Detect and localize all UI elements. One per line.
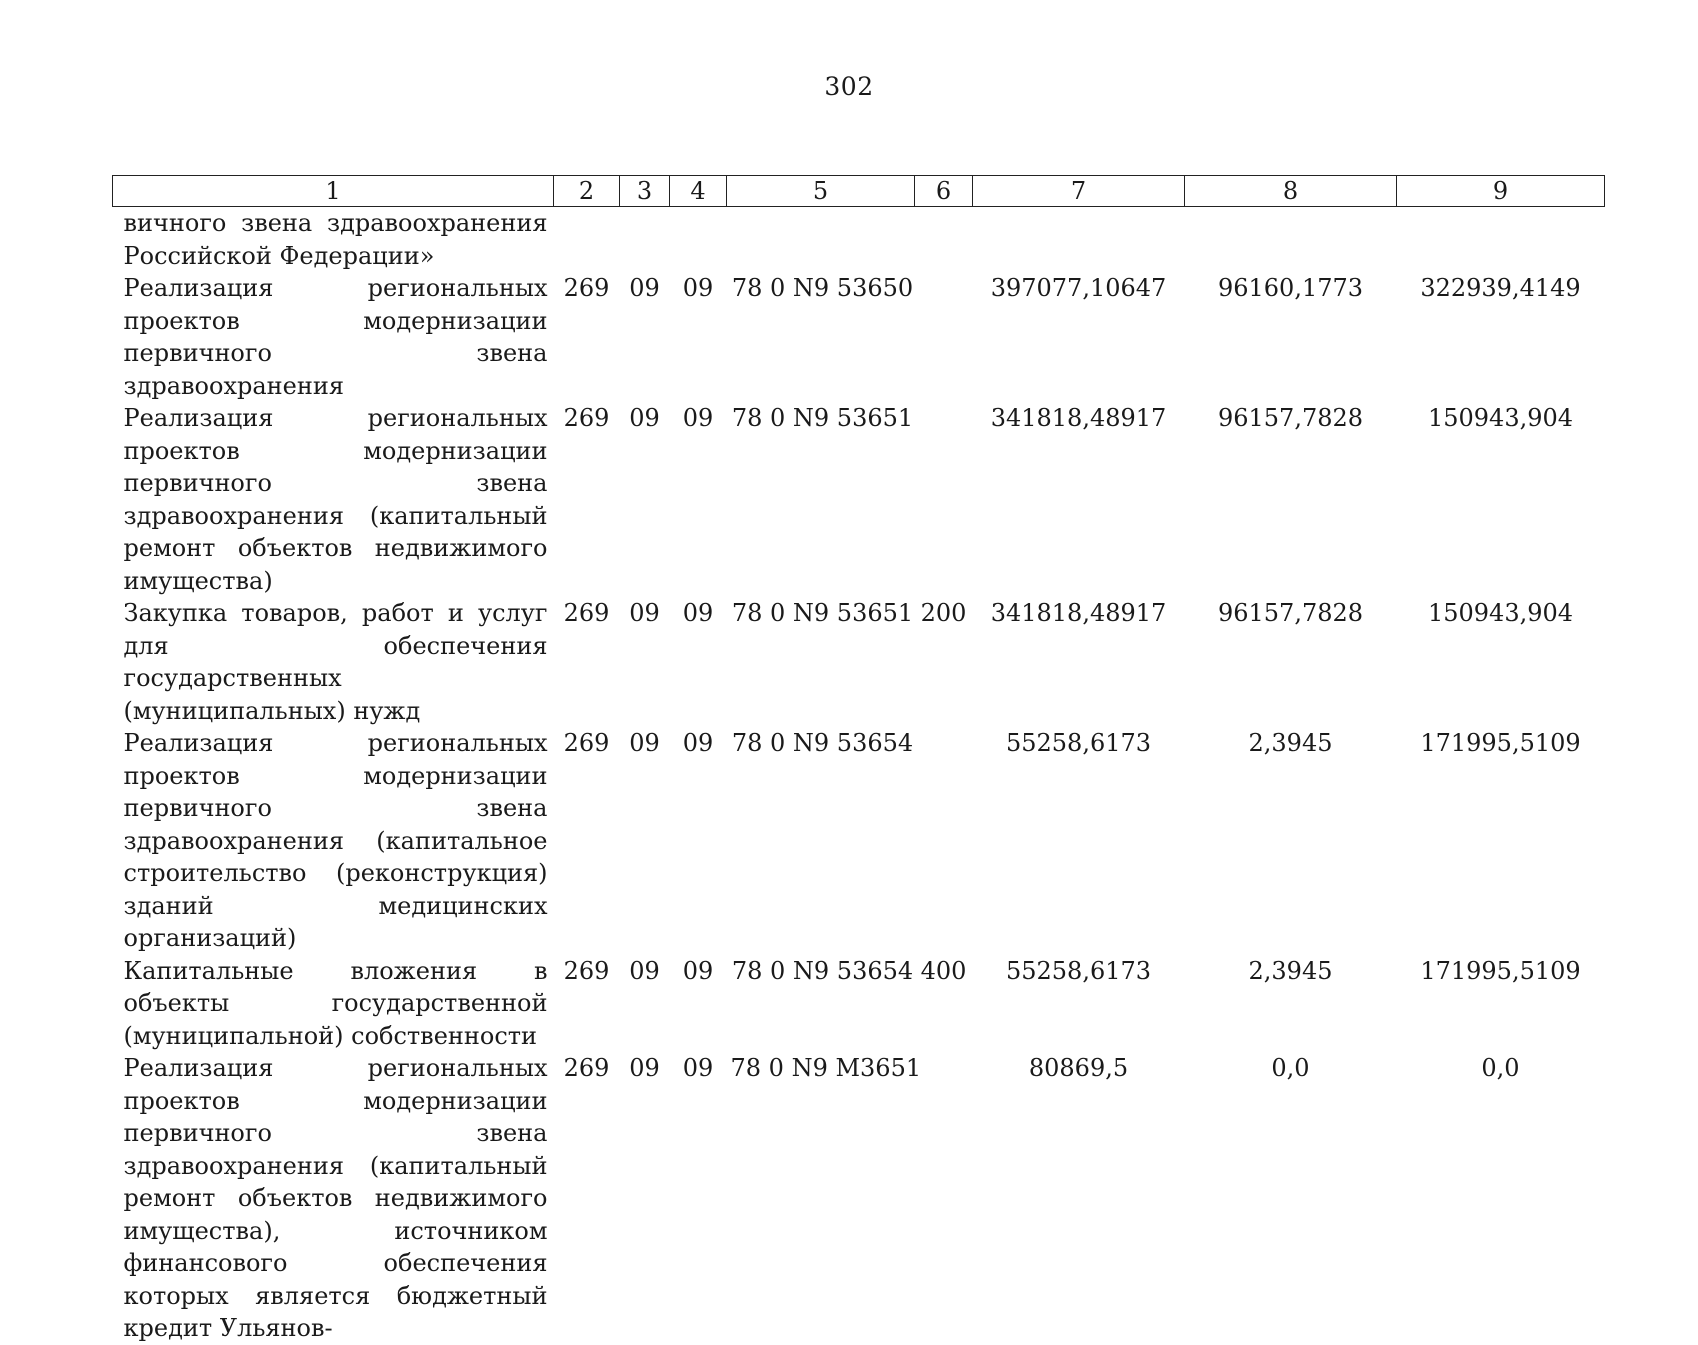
row-amount-col8: 0,0 bbox=[1271, 1054, 1310, 1082]
column-header: 5 bbox=[727, 176, 915, 207]
row-subsection-code: 09 bbox=[682, 1054, 714, 1082]
row-target-article: 78 0 N9 53654 bbox=[731, 956, 914, 985]
row-name: Реализация региональных проектов модернизации первичного звена здравоохранения (капитальный ремонт объектов недвижимого имущества), источником финансового обеспечения которых является бюджетный кредит Ульянов- bbox=[123, 1054, 548, 1342]
row-section-code: 09 bbox=[629, 404, 660, 432]
column-header: 1 bbox=[113, 176, 554, 207]
column-header: 9 bbox=[1397, 176, 1605, 207]
row-expense-type bbox=[915, 207, 973, 273]
row-expense-type bbox=[915, 727, 973, 955]
row-ministry-code: 269 bbox=[563, 729, 610, 757]
row-amount-col9: 322939,4149 bbox=[1420, 274, 1581, 302]
table-row bbox=[113, 955, 1605, 1053]
row-section-code: 09 bbox=[629, 956, 660, 985]
row-target-article: 78 0 N9 53651 bbox=[731, 599, 914, 627]
page-number: 302 bbox=[824, 72, 874, 101]
row-ministry-code: 269 bbox=[563, 404, 610, 432]
row-ministry-code: 269 bbox=[563, 1054, 610, 1082]
row-ministry-code: 269 bbox=[563, 274, 610, 302]
row-section-code: 09 bbox=[629, 1054, 660, 1082]
row-target-article: 78 0 N9 53650 bbox=[731, 274, 914, 302]
row-amount-col7: 341818,48917 bbox=[990, 404, 1167, 432]
row-name: Реализация региональных проектов модернизации первичного звена здравоохранения (капитальный ремонт объектов недвижимого имущества) bbox=[123, 404, 548, 595]
row-amount-col9 bbox=[1397, 207, 1605, 273]
budget-table bbox=[112, 175, 1605, 1345]
row-amount-col8: 96157,7828 bbox=[1217, 599, 1364, 627]
column-header: 2 bbox=[554, 176, 620, 207]
row-amount-col7: 55258,6173 bbox=[1005, 956, 1152, 985]
row-subsection-code: 09 bbox=[682, 956, 714, 985]
column-header: 6 bbox=[915, 176, 973, 207]
row-expense-type bbox=[915, 1052, 973, 1345]
row-amount-col7 bbox=[973, 207, 1185, 273]
row-target-article bbox=[727, 207, 915, 273]
row-section-code: 09 bbox=[629, 729, 660, 757]
row-expense-type: 200 bbox=[920, 599, 967, 627]
row-amount-col8: 96157,7828 bbox=[1217, 404, 1364, 432]
row-target-article: 78 0 N9 53654 bbox=[731, 729, 914, 757]
row-subsection-code: 09 bbox=[682, 274, 714, 302]
row-section-code: 09 bbox=[629, 599, 660, 627]
row-amount-col7: 341818,48917 bbox=[990, 599, 1167, 627]
row-amount-col9: 171995,5109 bbox=[1420, 729, 1581, 757]
row-amount-col8: 2,3945 bbox=[1248, 729, 1333, 757]
row-amount-col7: 55258,6173 bbox=[1005, 729, 1152, 757]
table-row bbox=[113, 1052, 1605, 1345]
table-header-row bbox=[113, 176, 1605, 207]
row-ministry-code: 269 bbox=[563, 599, 610, 627]
row-subsection-code: 09 bbox=[682, 404, 714, 432]
row-expense-type: 400 bbox=[920, 956, 967, 985]
row-subsection-code bbox=[670, 207, 727, 273]
column-header: 3 bbox=[620, 176, 670, 207]
row-amount-col9: 171995,5109 bbox=[1420, 956, 1581, 985]
column-header: 7 bbox=[973, 176, 1185, 207]
row-target-article: 78 0 N9 M3651 bbox=[730, 1054, 922, 1082]
table-row bbox=[113, 207, 1605, 273]
row-section-code bbox=[620, 207, 670, 273]
row-name: Реализация региональных проектов модернизации первичного звена здравоохранения (капитальное строительство (реконструкция) зданий медицинских организаций) bbox=[123, 729, 548, 952]
row-name: Капитальные вложения в объекты государственной (муниципальной) собственности bbox=[123, 956, 548, 1050]
table-row bbox=[113, 727, 1605, 955]
row-name: Закупка товаров, работ и услуг для обеспечения государственных (муниципальных) нужд bbox=[123, 599, 548, 725]
row-ministry-code bbox=[554, 207, 620, 273]
table-row bbox=[113, 402, 1605, 597]
row-expense-type bbox=[915, 402, 973, 597]
row-amount-col9: 150943,904 bbox=[1427, 404, 1574, 432]
table-row bbox=[113, 272, 1605, 402]
row-target-article: 78 0 N9 53651 bbox=[731, 404, 914, 432]
row-amount-col9: 150943,904 bbox=[1427, 599, 1574, 627]
row-amount-col8: 96160,1773 bbox=[1217, 274, 1364, 302]
row-ministry-code: 269 bbox=[563, 956, 610, 985]
row-subsection-code: 09 bbox=[682, 729, 714, 757]
row-name: вичного звена здравоохранения Российской Федерации» bbox=[123, 209, 548, 270]
row-amount-col8 bbox=[1185, 207, 1397, 273]
column-header: 4 bbox=[670, 176, 727, 207]
row-amount-col7: 80869,5 bbox=[1028, 1054, 1129, 1082]
row-amount-col8: 2,3945 bbox=[1248, 956, 1333, 985]
row-amount-col7: 397077,10647 bbox=[990, 274, 1167, 302]
row-subsection-code: 09 bbox=[682, 599, 714, 627]
row-amount-col9: 0,0 bbox=[1481, 1054, 1520, 1082]
row-name: Реализация региональных проектов модернизации первичного звена здравоохранения bbox=[123, 274, 548, 400]
row-expense-type bbox=[915, 272, 973, 402]
table-row bbox=[113, 597, 1605, 727]
row-section-code: 09 bbox=[629, 274, 660, 302]
column-header: 8 bbox=[1185, 176, 1397, 207]
